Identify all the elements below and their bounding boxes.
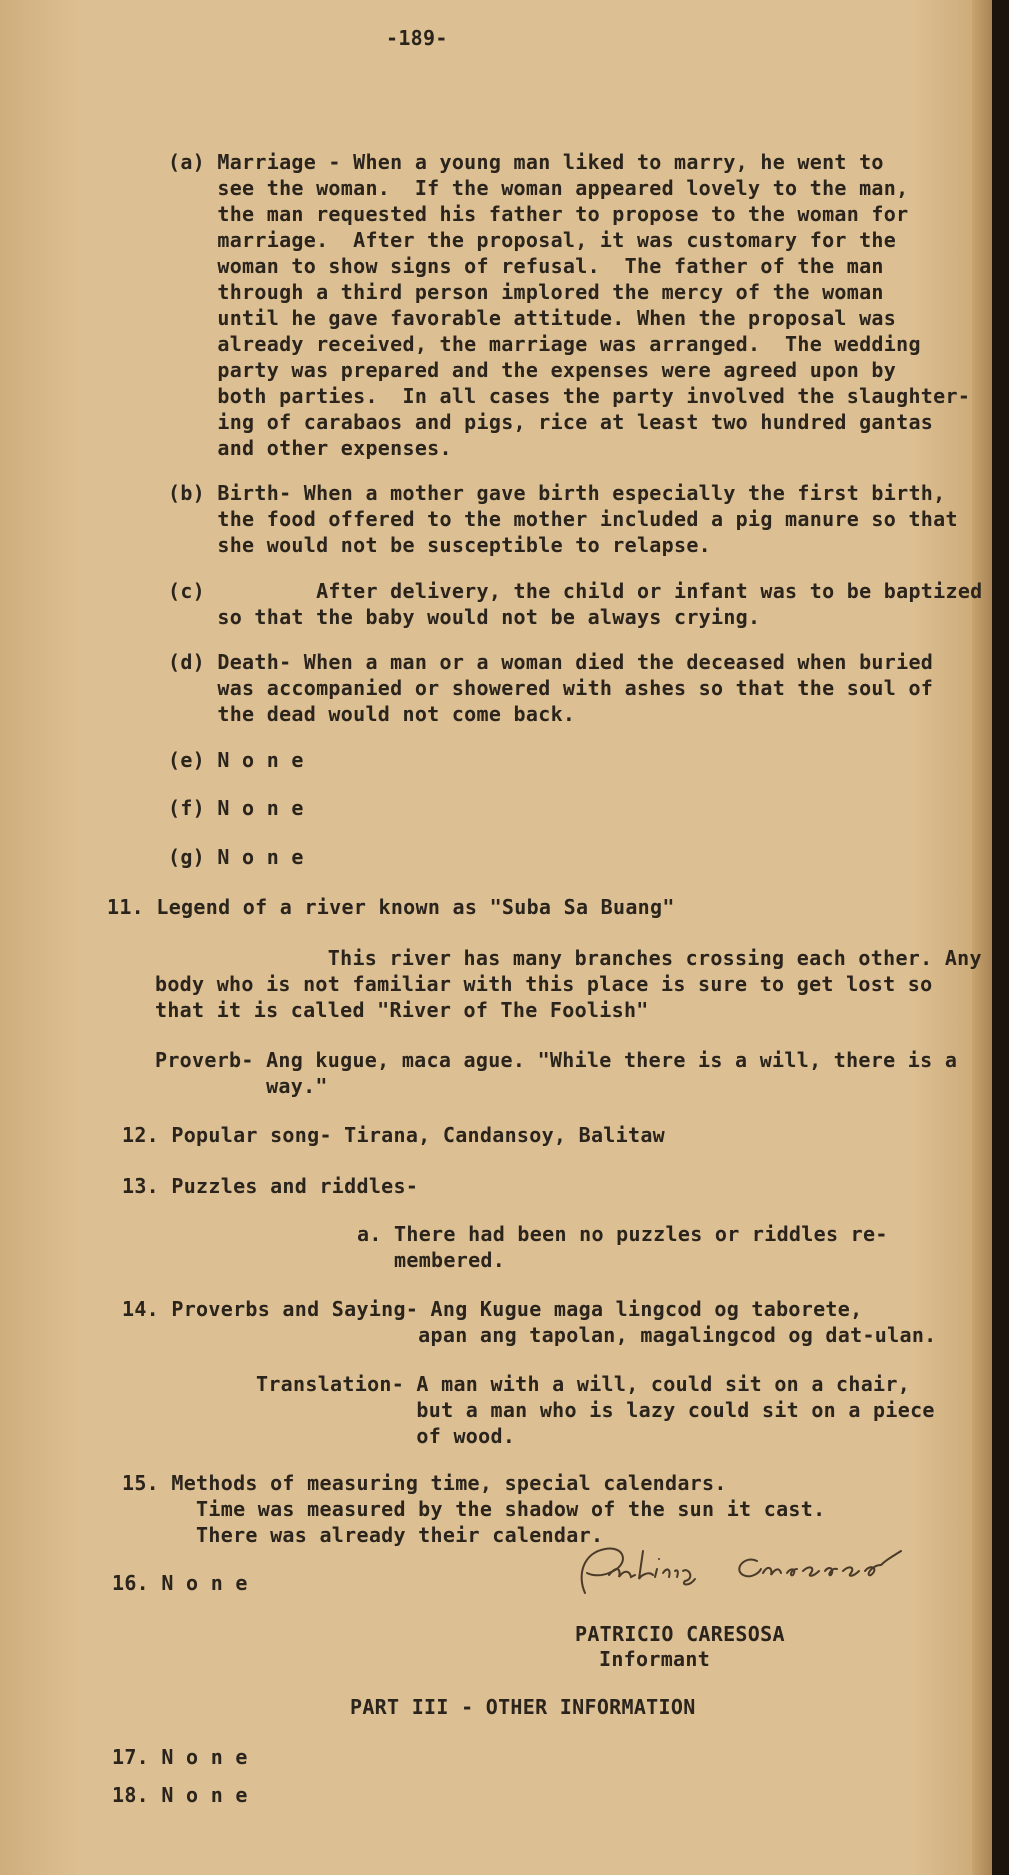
text-line: Proverb- Ang kugue, maca ague. "While there is a will, there is a xyxy=(155,1048,958,1072)
text-line: party was prepared and the expenses were agreed upon by xyxy=(168,358,897,382)
text-line: There was already their calendar. xyxy=(122,1523,604,1547)
item-13: 13. Puzzles and riddles- xyxy=(122,1174,419,1198)
text-line: 15. Methods of measuring time, special calendars. xyxy=(122,1471,727,1495)
text-line: through a third person implored the mercy of the woman xyxy=(168,280,884,304)
handwritten-signature-icon xyxy=(565,1535,910,1605)
text-line: ing of carabaos and pigs, rice at least two hundred gantas xyxy=(168,410,934,434)
text-line: apan ang tapolan, magalingcod og dat-ulan. xyxy=(122,1323,937,1347)
text-line: (a) Marriage - When a young man liked to marry, he went to xyxy=(168,150,884,174)
text-line: both parties. In all cases the party involved the slaughter- xyxy=(168,384,971,408)
item-g: (g) N o n e xyxy=(168,845,304,869)
text-line: marriage. After the proposal, it was customary for the xyxy=(168,228,897,252)
text-line: (b) Birth- When a mother gave birth especially the first birth, xyxy=(168,481,946,505)
page-edge xyxy=(972,0,992,1875)
text-line: (c) After delivery, the child or infant was to be baptized xyxy=(168,579,983,603)
text-line: way." xyxy=(155,1074,328,1098)
text-line: a. There had been no puzzles or riddles re- xyxy=(357,1222,888,1246)
text-line: but a man who is lazy could sit on a piece xyxy=(256,1398,935,1422)
text-line: the food offered to the mother included a pig manure so that xyxy=(168,507,958,531)
text-line: (d) Death- When a man or a woman died the deceased when buried xyxy=(168,650,934,674)
text-line: body who is not familiar with this place is sure to get lost so xyxy=(155,972,933,996)
text-line: This river has many branches crossing each other. Any xyxy=(155,946,982,970)
page-number: -189- xyxy=(386,26,448,50)
text-line: she would not be susceptible to relapse. xyxy=(168,533,712,557)
text-line: the man requested his father to propose to the woman for xyxy=(168,202,909,226)
item-f: (f) N o n e xyxy=(168,796,304,820)
item-18: 18. N o n e xyxy=(112,1783,248,1807)
item-16: 16. N o n e xyxy=(112,1571,248,1595)
text-line: so that the baby would not be always crying. xyxy=(168,605,761,629)
informant-label: Informant xyxy=(599,1647,711,1671)
text-line: membered. xyxy=(357,1248,506,1272)
signature xyxy=(565,1535,910,1605)
text-line: woman to show signs of refusal. The father of the man xyxy=(168,254,884,278)
text-line: was accompanied or showered with ashes so that the soul of xyxy=(168,676,934,700)
item-11-title: 11. Legend of a river known as "Suba Sa Buang" xyxy=(107,895,675,919)
text-line: that it is called "River of The Foolish" xyxy=(155,998,649,1022)
text-line: Time was measured by the shadow of the sun it cast. xyxy=(122,1497,826,1521)
text-line: the dead would not come back. xyxy=(168,702,576,726)
part-iii-heading: PART III - OTHER INFORMATION xyxy=(350,1695,696,1719)
text-line: Translation- A man with a will, could sit on a chair, xyxy=(256,1372,911,1396)
item-e: (e) N o n e xyxy=(168,748,304,772)
text-line: already received, the marriage was arranged. The wedding xyxy=(168,332,921,356)
item-17: 17. N o n e xyxy=(112,1745,248,1769)
text-line: see the woman. If the woman appeared lovely to the man, xyxy=(168,176,909,200)
informant-name: PATRICIO CARESOSA xyxy=(575,1622,785,1646)
text-line: of wood. xyxy=(256,1424,516,1448)
text-line: 14. Proverbs and Saying- Ang Kugue maga lingcod og taborete, xyxy=(122,1297,863,1321)
item-12: 12. Popular song- Tirana, Candansoy, Balitaw xyxy=(122,1123,666,1147)
text-line: and other expenses. xyxy=(168,436,452,460)
text-line: until he gave favorable attitude. When the proposal was xyxy=(168,306,897,330)
